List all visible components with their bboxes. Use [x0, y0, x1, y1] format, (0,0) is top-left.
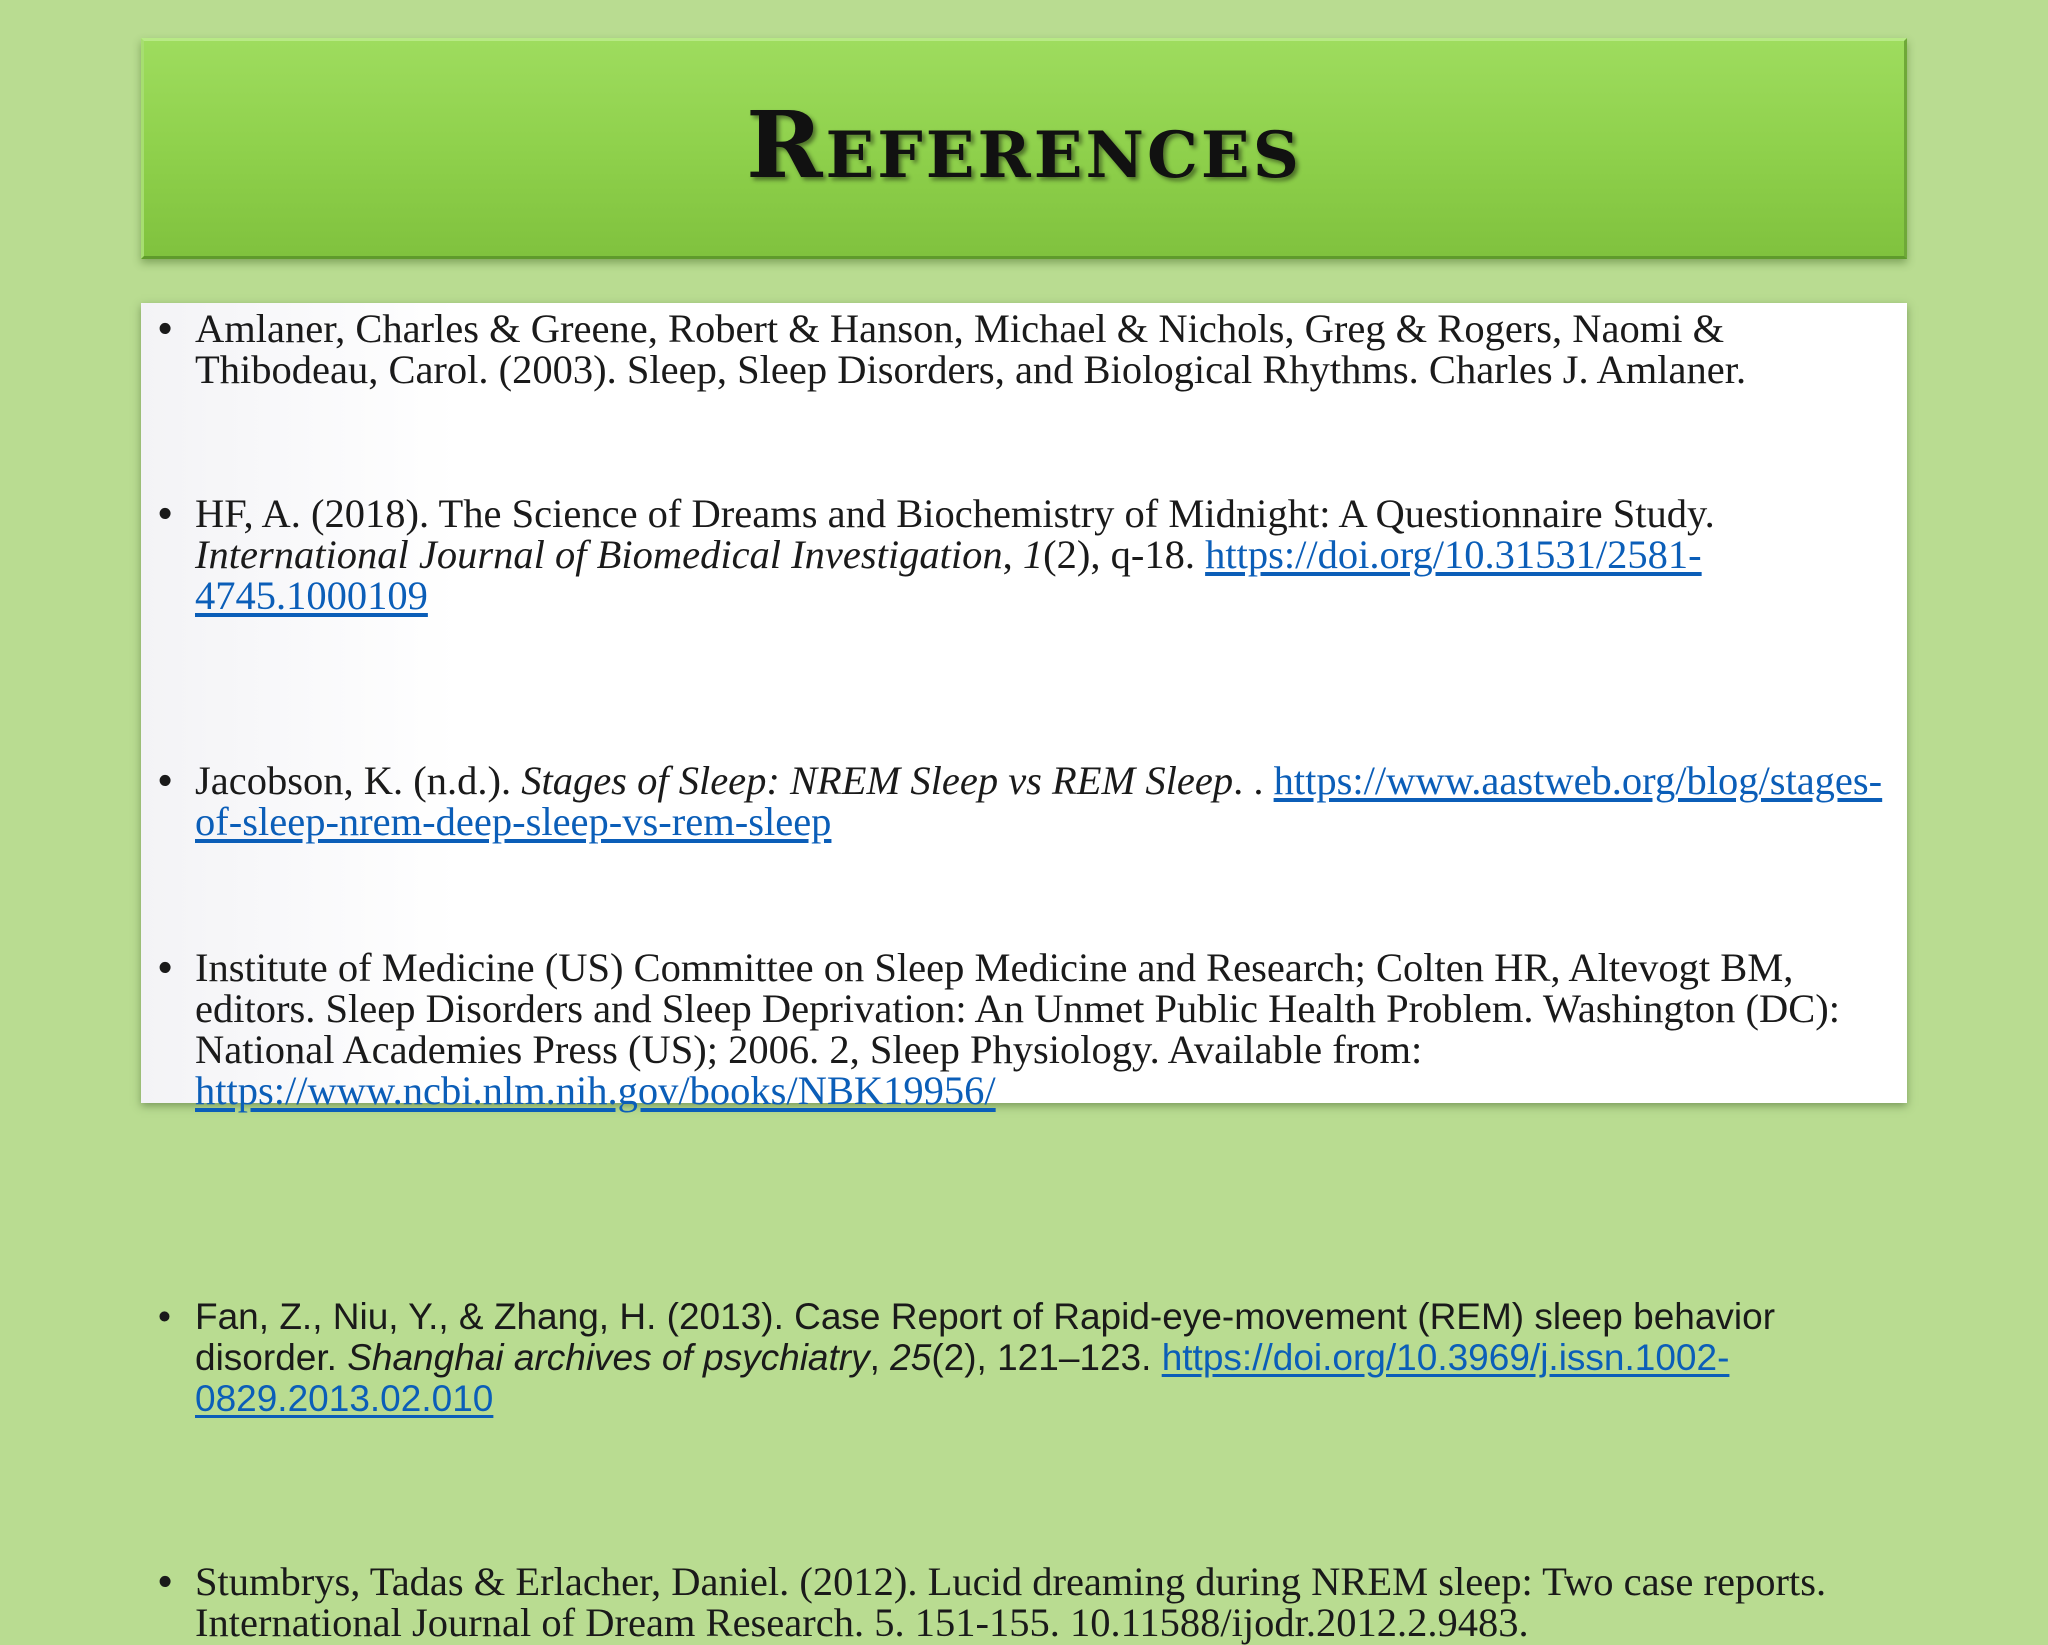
reference-text: Stumbrys, Tadas & Erlacher, Daniel. (2012). Lucid dreaming during NREM sleep: Two case reports. International Journal of Dream Research. 5. 151-155. 10.11588/ijodr.2012.2.9483.: [195, 1559, 1827, 1645]
reference-item: [141, 490, 1907, 618]
bullet-icon: •: [158, 757, 173, 803]
reference-text: Institute of Medicine (US) Committee on Sleep Medicine and Research; Colten HR, Altevogt BM, editors. Sleep Disorders and Sleep Deprivation: An Unmet Public Health Problem. Washington (DC): National Academies Press (US); 2006. 2, Sleep Physiology. Available from:: [195, 945, 1840, 1072]
bullet-icon: •: [158, 1296, 171, 1337]
bullet-icon: •: [158, 1558, 173, 1604]
reference-text: Amlaner, Charles & Greene, Robert & Hanson, Michael & Nichols, Greg & Rogers, Naomi & Thibodeau, Carol. (2003). Sleep, Sleep Disorders, and Biological Rhythms. Charles J. Amlaner.: [195, 306, 1747, 392]
title-banner: [141, 38, 1907, 259]
bullet-icon: •: [158, 490, 173, 536]
references-list: [141, 303, 1907, 1645]
ncbi-link[interactable]: https://www.ncbi.nlm.nih.gov/books/NBK19956/: [195, 1068, 996, 1113]
bullet-icon: •: [158, 944, 173, 990]
journal-volume: 25: [890, 1337, 932, 1378]
issue-pages: (2), q-18.: [1043, 532, 1206, 577]
journal-name: International Journal of Biomedical Investigation: [195, 532, 1003, 577]
reference-text-after: . .: [1233, 758, 1274, 803]
reference-item: [141, 1558, 1907, 1645]
journal-volume: 1: [1022, 532, 1044, 577]
doi-link[interactable]: https://doi.org/10.31531/2581-4745.1000109: [195, 532, 1702, 618]
reference-item: [141, 1296, 1907, 1419]
article-title: Stages of Sleep: NREM Sleep vs REM Sleep: [521, 758, 1234, 803]
reference-text: HF, A. (2018). The Science of Dreams and Biochemistry of Midnight: A Questionnaire Study.: [195, 491, 1715, 536]
references-panel: [141, 303, 1907, 1645]
issue-pages: (2), 121–123.: [931, 1337, 1162, 1378]
reference-item: [141, 305, 1907, 392]
bullet-icon: •: [158, 305, 173, 351]
reference-item: [141, 944, 1907, 1113]
reference-item: [141, 757, 1907, 844]
reference-text: Jacobson, K. (n.d.).: [195, 758, 522, 803]
web-link[interactable]: https://www.aastweb.org/blog/stages-of-sleep-nrem-deep-sleep-vs-rem-sleep: [195, 758, 1883, 844]
doi-link[interactable]: https://doi.org/10.3969/j.issn.1002-0829.2013.02.010: [195, 1337, 1730, 1419]
journal-name: Shanghai archives of psychiatry: [347, 1337, 870, 1378]
page-title: References: [746, 90, 1302, 199]
reference-text: Fan, Z., Niu, Y., & Zhang, H. (2013). Case Report of Rapid-eye-movement (REM) sleep behavior disorder.: [195, 1296, 1776, 1378]
separator: ,: [1002, 532, 1023, 577]
separator: ,: [869, 1337, 891, 1378]
